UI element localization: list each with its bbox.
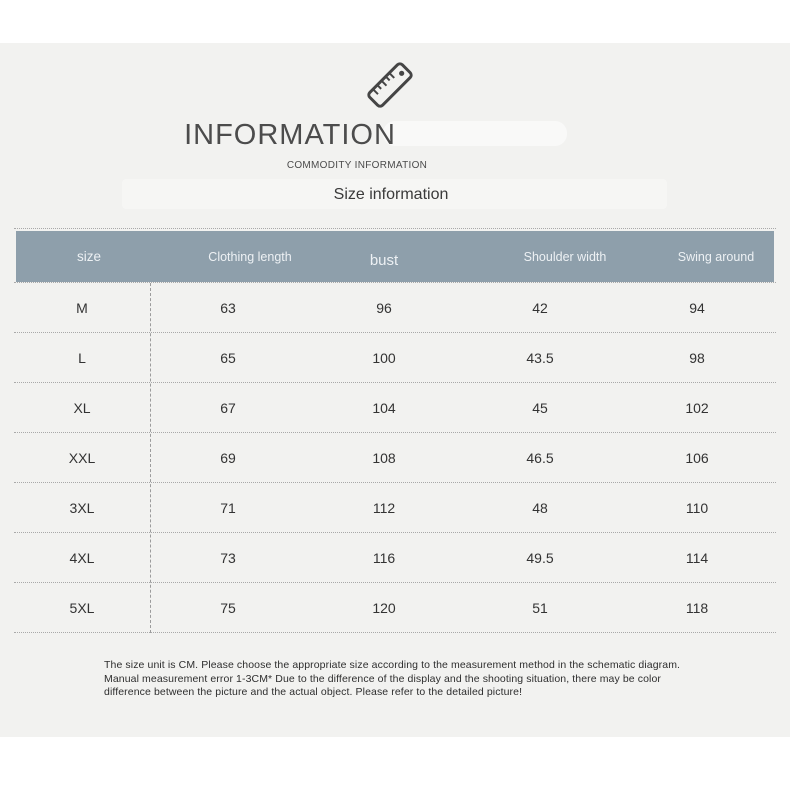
- size-cell: XXL: [68, 449, 96, 466]
- shoulder-width-cell: 51: [532, 599, 548, 616]
- clothing-length-cell: 69: [220, 449, 236, 466]
- shoulder-width-cell: 48: [532, 499, 548, 516]
- clothing-length-cell: 67: [220, 399, 236, 416]
- size-table: [14, 228, 776, 633]
- bust-cell: 100: [372, 349, 396, 366]
- clothing-length-cell: 65: [220, 349, 236, 366]
- size-cell: 5XL: [69, 599, 95, 616]
- size-cell: XL: [73, 399, 91, 416]
- table-row: [14, 433, 776, 483]
- clothing-length-cell: 71: [220, 499, 236, 516]
- size-table-header: [16, 231, 774, 282]
- bust-cell: 112: [372, 499, 396, 516]
- size-cell: 4XL: [69, 549, 95, 566]
- shoulder-width-cell: 49.5: [526, 549, 554, 566]
- size-cell: M: [76, 299, 88, 316]
- disclaimer-line: The size unit is CM. Please choose the appropriate size according to the measurement method in the schematic diagram.: [104, 659, 681, 671]
- shoulder-width-cell: 46.5: [526, 449, 554, 466]
- shoulder-width-cell: 42: [532, 299, 548, 316]
- ruler-icon: [363, 60, 417, 110]
- swing-around-cell: 110: [685, 499, 709, 516]
- bust-cell: 108: [372, 449, 396, 466]
- page-subtitle: COMMODITY INFORMATION: [286, 160, 428, 171]
- table-row: [14, 283, 776, 333]
- column-divider: [150, 283, 151, 633]
- table-row: [14, 483, 776, 533]
- bust-cell: 120: [372, 599, 396, 616]
- column-header-bust: bust: [369, 252, 399, 269]
- size-disclaimer: [104, 659, 680, 700]
- size-cell: L: [78, 349, 86, 366]
- clothing-length-cell: 75: [220, 599, 236, 616]
- disclaimer-line: Manual measurement error 1-3CM* Due to the difference of the display and the shooting situation, there may be color: [104, 672, 662, 685]
- shoulder-width-cell: 43.5: [526, 349, 554, 366]
- disclaimer-line: difference between the picture and the actual object. Please refer to the detailed picture!: [104, 686, 523, 698]
- table-row: [14, 533, 776, 583]
- page-title: INFORMATION: [184, 119, 396, 151]
- swing-around-cell: 98: [689, 349, 705, 366]
- size-table-body: [14, 282, 776, 633]
- clothing-length-cell: 63: [220, 299, 236, 316]
- column-header-swing-around: Swing around: [677, 249, 755, 264]
- bust-cell: 104: [372, 399, 396, 416]
- swing-around-cell: 94: [689, 299, 705, 316]
- column-header-size: size: [76, 249, 101, 264]
- swing-around-cell: 118: [685, 599, 709, 616]
- size-cell: 3XL: [69, 499, 95, 516]
- swing-around-cell: 106: [685, 449, 709, 466]
- bust-cell: 96: [376, 299, 392, 316]
- column-header-clothing-length: Clothing length: [208, 249, 292, 264]
- bust-cell: 116: [372, 549, 396, 566]
- section-title: Size information: [333, 186, 449, 203]
- column-header-shoulder-width: Shoulder width: [523, 249, 607, 264]
- table-row: [14, 583, 776, 633]
- shoulder-width-cell: 45: [532, 399, 548, 416]
- swing-around-cell: 102: [685, 399, 709, 416]
- clothing-length-cell: 73: [220, 549, 236, 566]
- table-row: [14, 333, 776, 383]
- swing-around-cell: 114: [685, 549, 709, 566]
- table-row: [14, 383, 776, 433]
